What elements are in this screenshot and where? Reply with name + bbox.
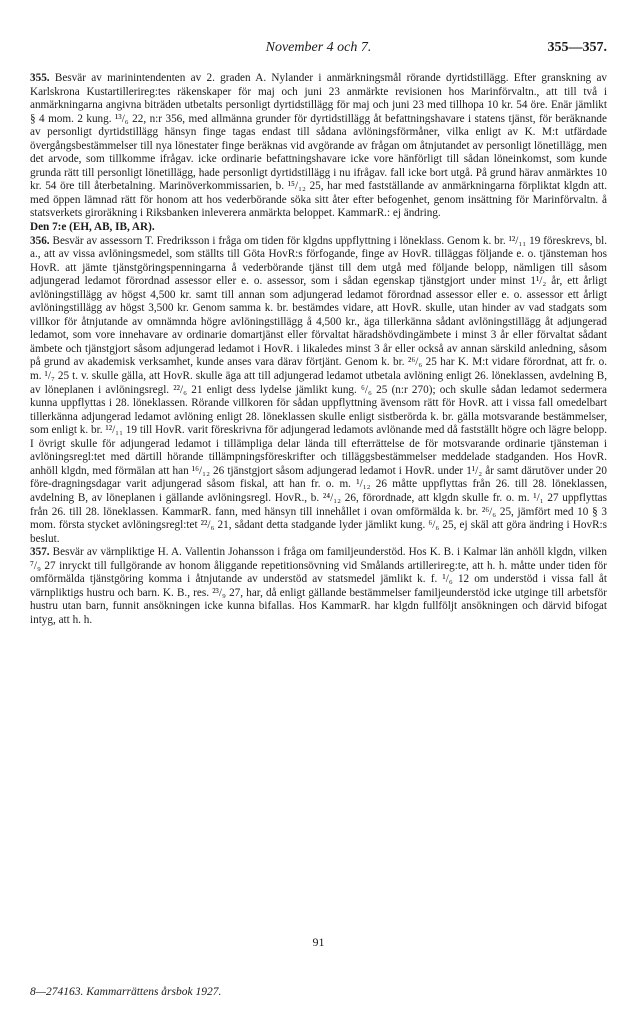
entry-355 — [30, 72, 607, 221]
header-page-range: 355—357. — [547, 40, 607, 55]
page-header — [30, 40, 607, 62]
entry-357 — [30, 546, 607, 627]
document-body — [30, 72, 607, 627]
decision-line: Den 7:e (EH, AB, IB, AR). — [30, 221, 155, 234]
entry-text: Besvär av värnpliktige H. A. Vallentin Johansson i fråga om familjeunderstöd. Hos K. B. i Kalmar län anhöll klgdn, vilken ⁷/₉ 27 inryckt till fullgörande av honom åliggande repetitionsövning vid Smålands artillerireg:te, att h. h. måtte under tiden för omförmälda tjänstgöring komma i åtnjutande av understöd av statsmedel jämlikt k. f. ¹/₆ 12 om understöd i vissa fall åt värnpliktigs hustru och barn. K. B., res. ²³/₉ 27, har, då enligt gällande bestämmelser familjeunderstöd icke utginge till arbetsför hustru utan barn, funnit ansökningen icke kunna bifallas. Hos KammarR. har klgdn fullföljt ansökningen och därvid bifogat intyg, att h. h. — [30, 546, 607, 626]
entry-356 — [30, 235, 607, 547]
entry-number: 357. — [30, 546, 50, 559]
page-footer: 8—274163. Kammarrättens årsbok 1927. — [30, 986, 222, 998]
document-page — [30, 40, 608, 998]
entry-text: Besvär av marinintendenten av 2. graden A. Nylander i anmärkningsmål rörande dyrtidstillägg. Efter granskning av Karlskrona Kustartillerireg:tes räkenskaper för maj och juni 23 anmärkte revisionen hos Marinförvaltn., att till två i anmärkningarna angivna biträden utbetalts personligt dyrtidstillägg för maj och juni 23 med tillhopa 10 kr. 54 öre. Enär jämlikt § 4 mom. 2 kung. ¹³/₆ 22, n:r 356, med allmänna grunder för dyrtidstillägg åt befattningshavare i statens tjänst, för beräknande av personligt dyrtidstillägg hänsyn finge tagas endast till sådana avlöningsförmåner, vilka enligt av K. M:t utfärdade övergångsbestämmelser till nya lönestater finge beräknas vid avgörande av frågan om åtnjutandet av personligt lönetillägg, men det arvode, som tillkomme ifrågav. icke ordinarie befattningshavare icke vore hänförligt till sådan löneinkomst, som kunde grunda rätt till personligt lönetillägg, hade personligt dyrtidstillägg i nu ifrågav. fall icke bort utgå. På grund härav anmärktes 10 kr. 54 öre till återbetalning. Marinöverkommissarien, b. ¹⁵/₁₂ 25, har med fastställande av anmärkningarna förpliktat klgdn att. med öppen lämnad rätt för honom att hos vederbörande söka sitt åter efter befogenhet, genom insättning för Marinförvaltn. å statsverkets giroräkning i Riksbanken inleverera anmärkta beloppet. KammarR.: ej ändring. — [30, 72, 607, 220]
entry-number: 356. — [30, 234, 50, 247]
entry-number: 355. — [30, 72, 50, 84]
header-date: November 4 och 7. — [265, 40, 372, 55]
entry-text: Besvär av assessorn T. Fredriksson i fråga om tiden för klgdns uppflyttning i lönеklass. Genom k. br. ¹²/₁₁ 19 föreskrevs, bl. a., att av vissa avlöningsmedel, som ställts till Göta HovR:s förfogande, finge av HovR. tilläggas följande e. o. tjänsteman hos HovR. att jämte tjänstgöringspenningarna å vederbörande tjänst till dem utgå med följande belopp, nämligen till såsom adjungerad ledamot förordnad assessor eller e. o. assessor, som i sådan egenskap tjänstgjort under minst 1¹/₂ år, ett årligt avlöningstillägg av högst 4,500 kr. samt till annan som adjungerad ledamot förordnad assessor eller e. o. assessor ett årligt avlöningstillägg av högst 3,500 kr. Genom samma k. br. bestämdes vidare, att HovR. skulle, utan hinder av vad stadgats som villkor för åtnjutande av omnämnda högre avlöningstillägg å 4,500 kr., äga tillerkänna sådant avlöningstillägg åt adjungerad ledamot, som vore innehavare av ordinarie domartjänst eller förvaltat häradshövdingämbete i minst 3 år eller förvaltat sådant ämbete och tjänstgjort såsom adjungerad ledamot i HovR. i likaledes minst 3 år eller också av annan särskild anledning, såsom på grund av akademisk verksamhet, kunde anses vara därav förtjänt. Genom k. br. ²⁶/₆ 25 har K. M:t vidare förordnat, att fr. o. m. ¹/₇ 25 t. v. skulle gälla, att HovR. skulle äga att till adjungerad ledamot utbetala avlöning enligt 26. löneklassen, avdelning B, av löneplanen i avlöningsregl. ²²/₆ 21 enligt dess lydelse jämlikt kung. ⁶/₆ 25 (n:r 270); och skulle sådan ledamot sedermera kunna uppflyttas i 28. löneklassen. Rörande villkoren för sådan uppflyttning ävensom rätt för HovR. att i vissa fall omedelbart tillerkänna adjungerad ledamot avlöning enligt 28. löneklassen skulle enligt sistberörda k. br. gälla motsvarande bestämmelser, som enligt k. br. ¹²/₁₁ 19 till HovR. varit föreskrivna för adjungerad ledamots avlönande med då fastställt högre och lägre belopp. I övrigt skulle för adjungerad ledamot i tillämpliga delar lända till efterrättelse de för motsvarande ordinarie tjänsteman i avlöningsregl:tet med därtill hörande tillämpningsföreskrifter och tilläggsbestämmelser meddelade stadganden. Hos HovR. anhöll klgdn, med förmälan att han ¹⁶/₁₂ 26 tjänstgjort såsom adjungerad ledamot i HovR. under 1¹/₂ år samt därutöver under 20 före-dragningsdagar varit adjungerad såsom fiskal, att han fr. o. m. ¹/₁₂ 26 måtte uppflyttas från 26. till 28. löneklassen, avdelning B, av löneplanen i gällande avlöningsregl. HovR., b. ²⁴/₁₂ 26, förordnade, att klgdn skulle fr. o. m. ¹/₁ 27 uppflyttas från 26. till 28. löneklassen. KammarR. fann, med hänsyn till innehållet i ovan omförmälda k. br. ²⁶/₆ 25, jämfört med 10 § 3 mom. första stycket avlöningsregl:tet ²²/₆ 21, sådant detta stadgande lyder jämlikt kung. ⁶/₆ 25, ej skäl att göra ändring i HovR:s beslut. — [30, 234, 608, 545]
page-number: 91 — [312, 935, 325, 949]
